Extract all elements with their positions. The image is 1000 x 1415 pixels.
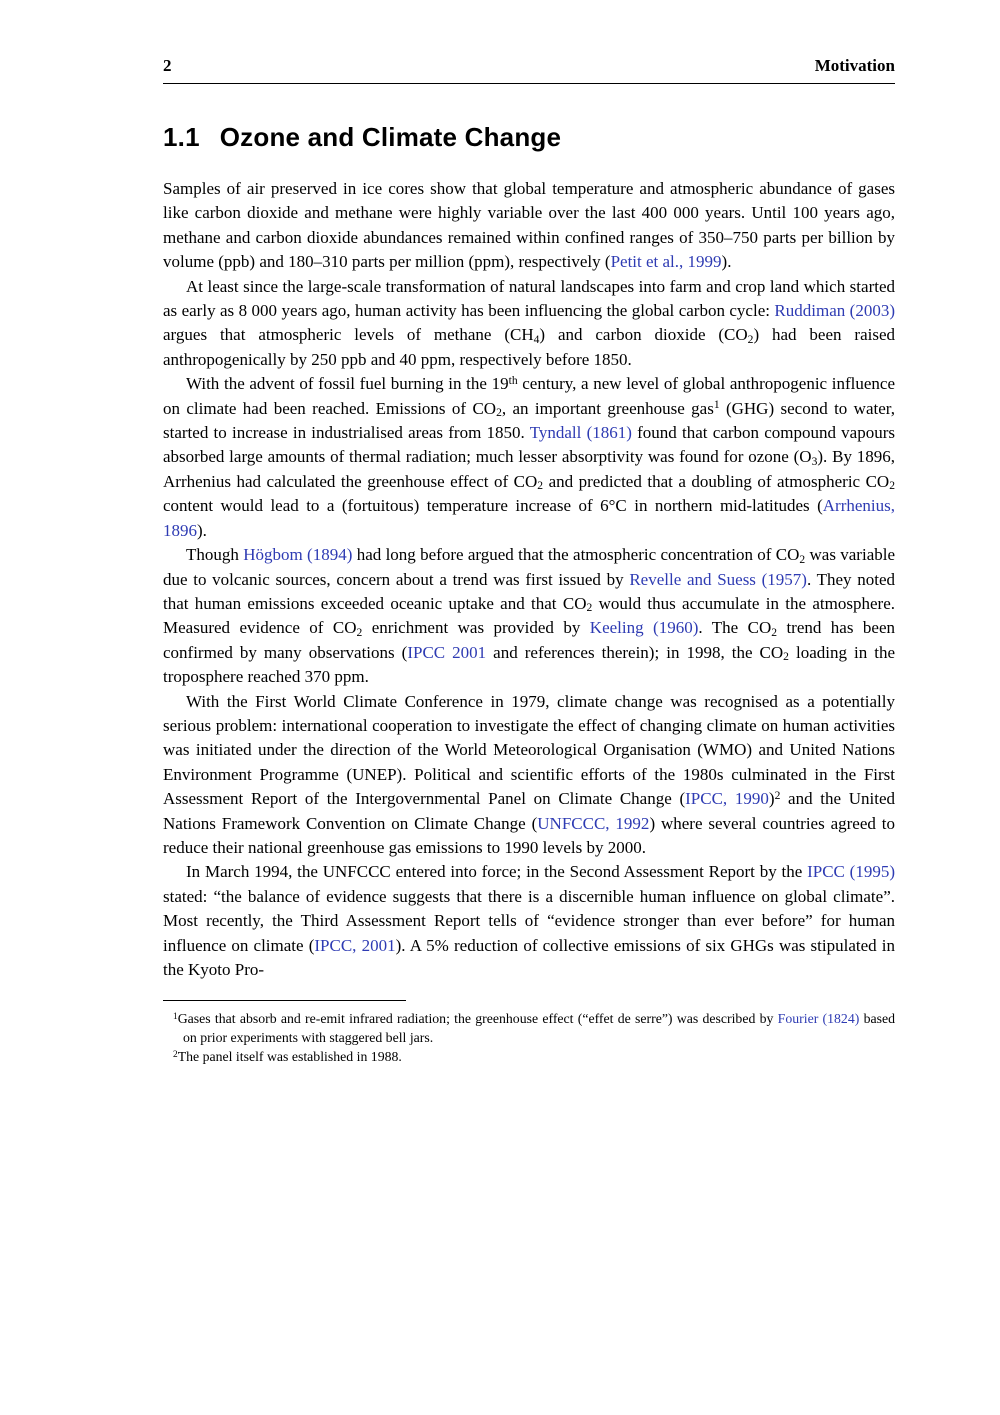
footnote — [163, 1048, 895, 1067]
text-run: . They noted that human emissions exceeded oceanic uptake and that CO — [163, 569, 895, 613]
section-title: Ozone and Climate Change — [219, 122, 562, 152]
text-run: With the First World Climate Conference in 1979, climate change was recognised as a potentially serious problem: international cooperation to investigate the effect of changing climate on human activities was initiated under the direction of the World Meteorological Organisation (WMO) and United Nations Environment Programme (UNEP). Political and scientific efforts of the 1980s culminated in the First Assessment Report of the Intergovernmental Panel on Climate Change ( — [163, 691, 895, 809]
footnote-rule — [163, 1000, 406, 1001]
text-run: and references therein); in 1998, the CO — [486, 642, 784, 662]
text-run: ) had been raised anthropogenically by 250 ppb and 40 ppm, respectively before 1850. — [163, 325, 895, 369]
running-title: Motivation — [814, 56, 895, 75]
footnotes — [163, 1010, 895, 1066]
footnote — [163, 1010, 895, 1048]
subscript: 2 — [356, 625, 363, 639]
text-run: found that carbon compound vapours absorbed large amounts of thermal radiation; much lesser absorptivity was found for ozone (O — [163, 423, 896, 467]
citation-link[interactable]: UNFCCC, 1992 — [537, 813, 650, 833]
subscript: 2 — [496, 406, 502, 420]
citation-link[interactable]: Petit et al., 1999 — [610, 252, 722, 272]
subscript: 2 — [771, 625, 778, 639]
text-run: content would lead to a (fortuitous) temperature increase of 6°C in northern mid-latitudes ( — [163, 496, 823, 516]
subscript: 2 — [747, 332, 754, 346]
superscript: th — [508, 374, 518, 388]
citation-link[interactable]: Tyndall (1861) — [529, 423, 632, 443]
subscript: 2 — [783, 650, 789, 664]
citation-link[interactable]: Keeling (1960) — [589, 618, 699, 638]
paragraph — [163, 372, 895, 543]
text-run: ) — [768, 789, 775, 809]
text-run: argues that atmospheric levels of methane (CH — [163, 325, 534, 345]
citation-link[interactable]: Fourier (1824) — [777, 1011, 860, 1027]
page-header — [163, 56, 895, 76]
section-heading — [163, 122, 895, 153]
header-rule — [163, 83, 895, 84]
text-run: ) and carbon dioxide (CO — [539, 325, 748, 345]
subscript: 2 — [799, 552, 806, 566]
text-run: based on prior experiments with staggered bell jars. — [183, 1011, 895, 1046]
footnote-marker[interactable]: 2 — [774, 788, 781, 802]
citation-link[interactable]: IPCC, 2001 — [314, 935, 396, 955]
text-run: , an important greenhouse gas — [501, 398, 714, 418]
paragraph — [163, 177, 895, 275]
text-run: In March 1994, the UNFCCC entered into force; in the Second Assessment Report by the — [186, 862, 808, 882]
text-run: would thus accumulate in the atmosphere. Measured evidence of CO — [163, 593, 895, 638]
superscript: 1 — [173, 1012, 178, 1023]
text-run: ) where several countries agreed to reduce their national greenhouse gas emissions to 1990 levels by 2000. — [163, 813, 895, 857]
text-run: Gases that absorb and re-emit infrared radiation; the greenhouse effect (“effet de serre”) was described by — [177, 1011, 778, 1027]
text-run: . The CO — [698, 618, 772, 638]
text-run: The panel itself was established in 1988. — [177, 1049, 402, 1064]
text-run: ). By 1896, Arrhenius had calculated the greenhouse effect of CO — [163, 447, 896, 491]
subscript: 2 — [537, 479, 544, 493]
subscript: 2 — [889, 479, 895, 493]
paragraph — [163, 690, 895, 861]
subscript: 3 — [811, 455, 818, 468]
text-run: stated: “the balance of evidence suggests that there is a discernible human influence on global climate”. Most recently, the Third Assessment Report tells of “evidence stronger than ever before” for human influence on climate ( — [163, 886, 895, 955]
text-run: and the United Nations Framework Convention on Climate Change ( — [163, 789, 895, 833]
text-run: ). — [197, 520, 207, 540]
text-run: At least since the large-scale transformation of natural landscapes into farm and crop land which started as early as 8 000 years ago, human activity has been influencing the global carbon cycle: — [163, 276, 895, 321]
text-run: and predicted that a doubling of atmospheric CO — [543, 471, 890, 491]
citation-link[interactable]: Arrhenius, 1896 — [163, 496, 895, 540]
section-number: 1.1 — [163, 122, 200, 152]
body-paragraphs — [163, 177, 895, 982]
footnote-area — [163, 1000, 895, 1066]
text-run: had long before argued that the atmospheric concentration of CO — [352, 545, 800, 565]
text-run: Though — [186, 545, 244, 565]
paragraph — [163, 275, 895, 373]
citation-link[interactable]: IPCC 2001 — [407, 642, 487, 662]
text-run: loading in the troposphere reached 370 ppm. — [163, 642, 896, 687]
text-run: (GHG) second to water, started to increase in industrialised areas from 1850. — [163, 398, 895, 443]
footnote-marker[interactable]: 1 — [713, 398, 720, 412]
citation-link[interactable]: IPCC, 1990 — [685, 789, 769, 809]
text-run: Samples of air preserved in ice cores show that global temperature and atmospheric abundance of gases like carbon dioxide and methane were highly variable over the last 400 000 years. Until 100 years ago, methane and carbon dioxide abundances remained within confined ranges of 350–750 parts per billion by volume (ppb) and 180–310 parts per million (ppm), respectively ( — [163, 179, 895, 272]
text-run: ). — [721, 252, 732, 272]
citation-link[interactable]: IPCC (1995) — [807, 862, 895, 882]
paragraph — [163, 543, 895, 689]
page-number: 2 — [163, 56, 172, 75]
citation-link[interactable]: Revelle and Suess (1957) — [629, 569, 807, 589]
citation-link[interactable]: Högbom (1894) — [243, 545, 353, 565]
paragraph — [163, 860, 895, 982]
citation-link[interactable]: Ruddiman (2003) — [774, 301, 896, 321]
text-run: century, a new level of global anthropogenic influence on climate had been reached. Emissions of CO — [163, 374, 896, 418]
superscript: 2 — [173, 1049, 178, 1060]
text-run: was variable due to volcanic sources, concern about a trend was first issued by — [163, 545, 896, 589]
subscript: 4 — [533, 332, 540, 346]
text-run: With the advent of fossil fuel burning in the 19 — [186, 374, 509, 394]
text-run: trend has been confirmed by many observations ( — [163, 618, 895, 662]
text-run: ). A 5% reduction of collective emissions of six GHGs was stipulated in the Kyoto Pro- — [163, 935, 895, 979]
text-run: enrichment was provided by — [362, 618, 590, 638]
subscript: 2 — [586, 601, 593, 615]
